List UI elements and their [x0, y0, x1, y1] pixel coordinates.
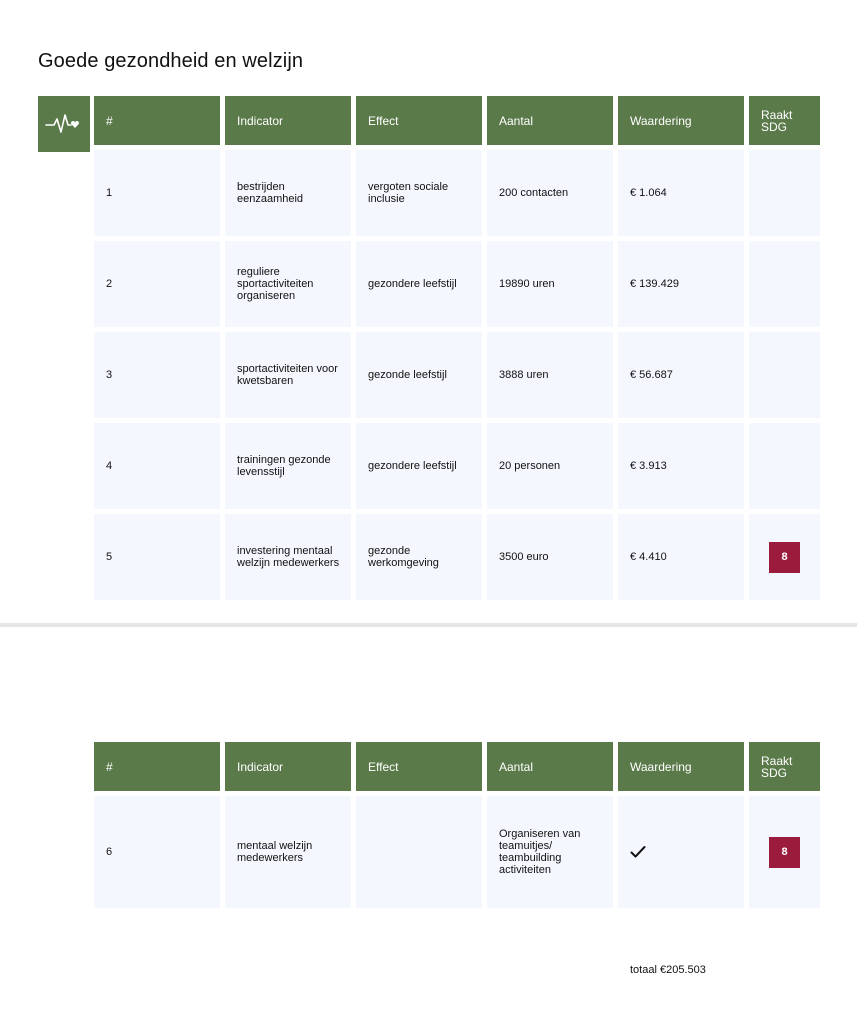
- cell-indicator: sportactiviteiten voor kwetsbaren: [225, 332, 351, 418]
- cell-nr: 4: [94, 423, 220, 509]
- cell-sdg: [749, 241, 820, 327]
- cell-indicator: trainingen gezonde levensstijl: [225, 423, 351, 509]
- header-effect: Effect: [356, 96, 482, 145]
- category-icon-box: [38, 96, 90, 152]
- cell-nr: 6: [94, 796, 220, 908]
- cell-waardering: € 1.064: [618, 150, 744, 236]
- cell-effect: gezonde werkomgeving: [356, 514, 482, 600]
- cell-aantal: 3888 uren: [487, 332, 613, 418]
- cell-waardering: € 56.687: [618, 332, 744, 418]
- total-amount: totaal €205.503: [630, 964, 706, 976]
- cell-effect: gezonde leefstijl: [356, 332, 482, 418]
- header-indicator: Indicator: [225, 96, 351, 145]
- header-nr: #: [94, 96, 220, 145]
- cell-waardering: € 3.913: [618, 423, 744, 509]
- heartbeat-icon: [44, 111, 84, 137]
- cell-sdg: [749, 332, 820, 418]
- page-divider: [0, 623, 857, 627]
- indicator-table-1: [94, 96, 820, 605]
- cell-indicator: investering mentaal welzijn medewerkers: [225, 514, 351, 600]
- cell-waardering: € 4.410: [618, 514, 744, 600]
- table-row: [94, 514, 820, 600]
- cell-aantal: 200 contacten: [487, 150, 613, 236]
- cell-nr: 2: [94, 241, 220, 327]
- cell-aantal: 19890 uren: [487, 241, 613, 327]
- table-row: [94, 241, 820, 327]
- header-indicator: Indicator: [225, 742, 351, 791]
- table-row: [94, 423, 820, 509]
- cell-aantal: 3500 euro: [487, 514, 613, 600]
- cell-effect: gezondere leefstijl: [356, 241, 482, 327]
- cell-effect: gezondere leefstijl: [356, 423, 482, 509]
- cell-indicator: bestrijden eenzaamheid: [225, 150, 351, 236]
- cell-indicator: mentaal welzijn medewerkers: [225, 796, 351, 908]
- header-waardering: Waardering: [618, 742, 744, 791]
- cell-sdg: [749, 150, 820, 236]
- cell-nr: 5: [94, 514, 220, 600]
- table-header-row: [94, 96, 820, 145]
- cell-waardering: € 139.429: [618, 241, 744, 327]
- page-title: Goede gezondheid en welzijn: [38, 50, 304, 72]
- cell-aantal: 20 personen: [487, 423, 613, 509]
- indicator-table-2: [94, 742, 820, 913]
- header-raakt-sdg: Raakt SDG: [749, 96, 820, 145]
- header-nr: #: [94, 742, 220, 791]
- cell-nr: 1: [94, 150, 220, 236]
- cell-effect: [356, 796, 482, 908]
- header-effect: Effect: [356, 742, 482, 791]
- header-raakt-sdg: Raakt SDG: [749, 742, 820, 791]
- cell-aantal: Organiseren van teamuitjes/ teambuilding activiteiten: [487, 796, 613, 908]
- table-header-row: [94, 742, 820, 791]
- cell-effect: vergoten sociale inclusie: [356, 150, 482, 236]
- cell-sdg: [749, 514, 820, 600]
- table-row: [94, 796, 820, 908]
- cell-sdg: [749, 423, 820, 509]
- table-row: [94, 332, 820, 418]
- cell-indicator: reguliere sportactiviteiten organiseren: [225, 241, 351, 327]
- header-waardering: Waardering: [618, 96, 744, 145]
- header-aantal: Aantal: [487, 742, 613, 791]
- table-row: [94, 150, 820, 236]
- cell-sdg: [749, 796, 820, 908]
- header-aantal: Aantal: [487, 96, 613, 145]
- cell-waardering: [618, 796, 744, 908]
- checkmark-icon: [630, 845, 646, 859]
- sdg-badge: 8: [769, 837, 800, 868]
- sdg-badge: 8: [769, 542, 800, 573]
- cell-nr: 3: [94, 332, 220, 418]
